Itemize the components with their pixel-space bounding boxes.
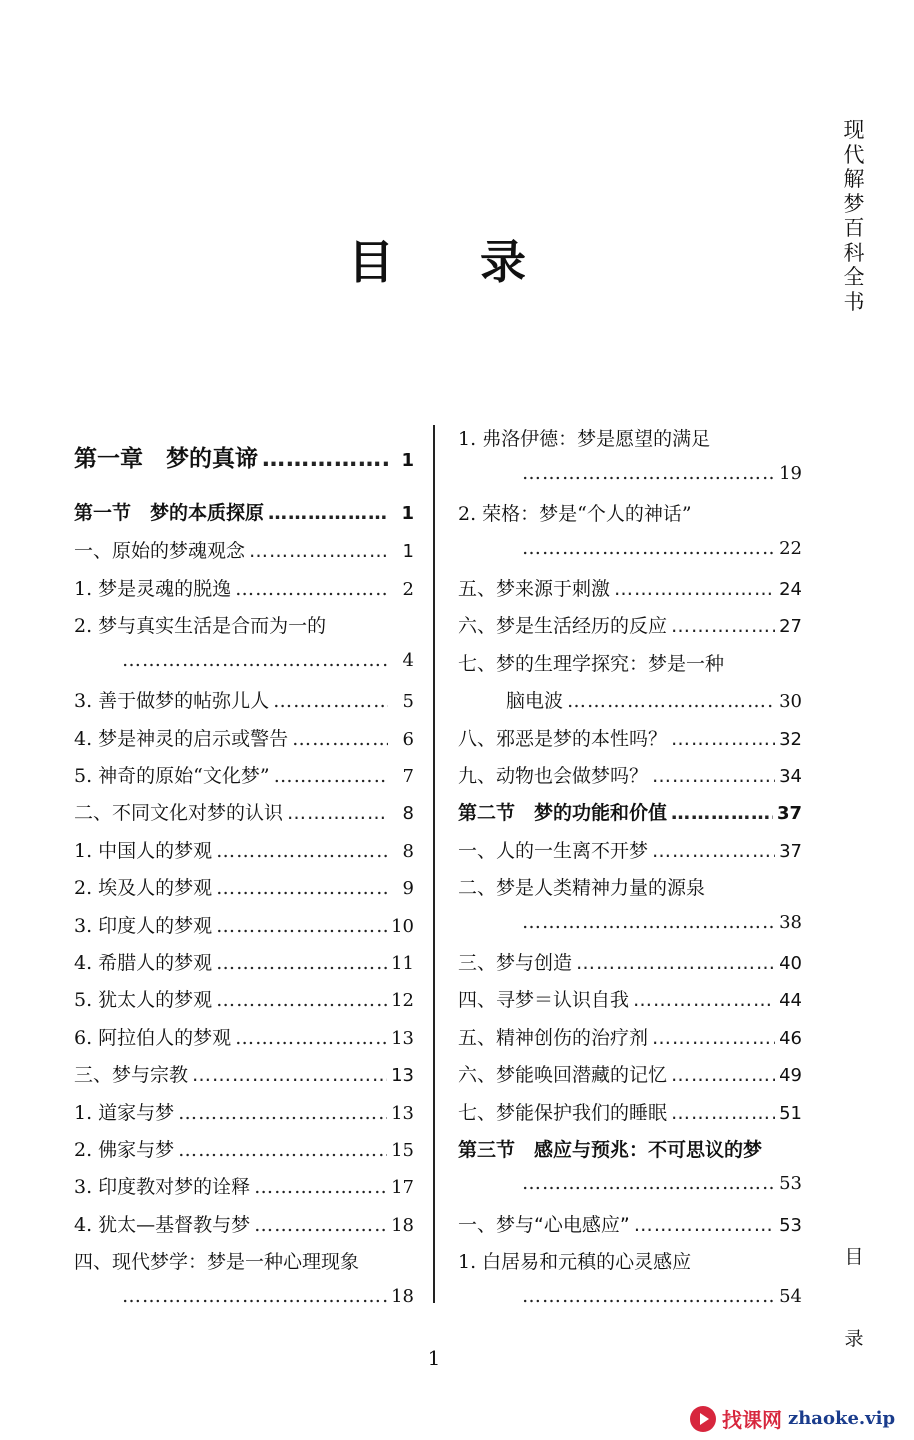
- toc-entry: [458, 985, 802, 1012]
- dot-leader: [652, 765, 775, 787]
- toc-entry-title: 5. 犹太人的梦观: [74, 989, 213, 1011]
- toc-entry-page: 6: [402, 729, 414, 750]
- toc-entry-title: 五、精神创伤的治疗剂: [458, 1027, 649, 1049]
- toc-entry-page: 37: [776, 803, 802, 824]
- column-divider: [433, 425, 435, 1303]
- toc-entry: [458, 499, 802, 526]
- toc-entry-title: 五、梦来源于刺激: [458, 578, 611, 600]
- toc-entry: [458, 798, 802, 825]
- dot-leader: [235, 578, 388, 600]
- toc-entry-page: 46: [779, 1028, 802, 1049]
- dot-leader: [522, 1285, 775, 1307]
- toc-entry-page: 51: [779, 1103, 802, 1124]
- toc-entry-title: 六、梦是生活经历的反应: [458, 615, 668, 637]
- toc-entry-title: 脑电波: [506, 690, 564, 712]
- toc-entry-page: 11: [391, 953, 414, 974]
- toc-entry: [458, 873, 802, 900]
- toc-entry: [458, 1247, 802, 1274]
- toc-entry-page: 1: [401, 503, 414, 524]
- toc-entry-page: 13: [391, 1065, 414, 1086]
- dot-leader: [671, 1064, 775, 1086]
- toc-entry-title: 3. 印度教对梦的诠释: [74, 1176, 251, 1198]
- toc-entry-page: 7: [402, 766, 414, 787]
- toc-entry: [458, 1135, 802, 1162]
- toc-entry-title: 七、梦的生理学探究：梦是一种: [458, 653, 725, 675]
- toc-entry-title: 4. 梦是神灵的启示或警告: [74, 728, 289, 750]
- toc-entry: [74, 798, 414, 825]
- toc-entry: [74, 574, 414, 601]
- page-title: 目录: [348, 235, 612, 289]
- watermark-url: zhaoke.vip: [788, 1408, 896, 1429]
- toc-entry-title: 3. 印度人的梦观: [74, 915, 213, 937]
- dot-leader: [216, 840, 388, 862]
- toc-entry-title: 二、梦是人类精神力量的源泉: [458, 877, 706, 899]
- toc-entry-title: 4. 犹太—基督教与梦: [74, 1214, 251, 1236]
- toc-entry: [74, 649, 414, 671]
- toc-entry-title: 2. 埃及人的梦观: [74, 877, 213, 899]
- dot-leader: [633, 989, 775, 1011]
- toc-entry: [74, 873, 414, 900]
- dot-leader: [268, 502, 388, 524]
- dot-leader: [652, 1027, 775, 1049]
- play-logo-icon: [690, 1406, 716, 1432]
- toc-entry: [74, 836, 414, 863]
- toc-entry-title: 第二节 梦的功能和价值: [458, 802, 668, 824]
- toc-entry-title: 第三节 感应与预兆：不可思议的梦: [458, 1139, 763, 1161]
- dot-leader: [287, 802, 388, 824]
- toc-entry: [74, 724, 414, 751]
- toc-entry-page: 8: [402, 803, 414, 824]
- toc-entry: [458, 948, 802, 975]
- toc-entry-title: 一、人的一生离不开梦: [458, 840, 649, 862]
- toc-entry: [74, 761, 414, 788]
- toc-entry-title: 3. 善于做梦的帖弥儿人: [74, 690, 270, 712]
- toc-entry-page: 15: [391, 1140, 414, 1161]
- toc-entry-title: 1. 梦是灵魂的脱逸: [74, 578, 232, 600]
- toc-entry-title: 六、梦能唤回潜藏的记忆: [458, 1064, 668, 1086]
- toc-entry: [74, 1172, 414, 1199]
- toc-entry: [458, 836, 802, 863]
- dot-leader: [216, 915, 387, 937]
- toc-entry-page: 27: [779, 616, 802, 637]
- toc-entry-title: 1. 弗洛伊德：梦是愿望的满足: [458, 428, 711, 450]
- toc-entry: [74, 536, 414, 563]
- dot-leader: [254, 1176, 387, 1198]
- dot-leader: [522, 537, 775, 559]
- dot-leader: [576, 952, 775, 974]
- dot-leader: [249, 540, 388, 562]
- toc-entry: [74, 611, 414, 638]
- toc-entry-title: 一、原始的梦魂观念: [74, 540, 246, 562]
- dot-leader: [262, 446, 388, 472]
- toc-entry-page: 1: [402, 541, 414, 562]
- watermark-brand: 找课网: [722, 1408, 782, 1432]
- toc-entry-title: 1. 道家与梦: [74, 1102, 175, 1124]
- toc-entry-page: 9: [402, 878, 414, 899]
- dot-leader: [122, 1285, 387, 1307]
- dot-leader: [634, 1214, 775, 1236]
- dot-leader: [273, 690, 388, 712]
- toc-entry-title: 2. 荣格：梦是“个人的神话”: [458, 503, 692, 525]
- toc-entry-title: 九、动物也会做梦吗？: [458, 765, 649, 787]
- watermark: [690, 1404, 895, 1433]
- toc-entry: [74, 1023, 414, 1050]
- dot-leader: [671, 615, 775, 637]
- toc-entry-page: 24: [779, 579, 802, 600]
- dot-leader: [671, 728, 775, 750]
- toc-entry-page: 37: [779, 841, 802, 862]
- toc-entry: [74, 498, 414, 525]
- page-number: 1: [427, 1346, 441, 1370]
- toc-entry-page: 19: [779, 463, 802, 484]
- dot-leader: [522, 1172, 775, 1194]
- toc-entry: [74, 440, 414, 473]
- dot-leader: [216, 952, 387, 974]
- toc-entry-title: 6. 阿拉伯人的梦观: [74, 1027, 232, 1049]
- toc-entry-page: 13: [391, 1028, 414, 1049]
- dot-leader: [192, 1064, 387, 1086]
- dot-leader: [274, 765, 388, 787]
- side-label-vertical: 目录: [844, 1246, 864, 1350]
- dot-leader: [235, 1027, 387, 1049]
- toc-entry-page: 53: [779, 1173, 802, 1194]
- dot-leader: [522, 911, 775, 933]
- toc-entry: [458, 537, 802, 559]
- toc-entry-title: 1. 白居易和元稹的心灵感应: [458, 1251, 692, 1273]
- toc-entry: [74, 1098, 414, 1125]
- toc-entry-title: 一、梦与“心电感应”: [458, 1214, 630, 1236]
- toc-entry: [458, 574, 802, 601]
- dot-leader: [671, 1102, 775, 1124]
- toc-entry-page: 32: [779, 729, 802, 750]
- toc-entry-page: 22: [779, 538, 802, 559]
- toc-entry: [458, 1098, 802, 1125]
- toc-entry: [74, 948, 414, 975]
- toc-entry-title: 第一章 梦的真谛: [74, 446, 258, 472]
- toc-entry: [458, 761, 802, 788]
- toc-entry: [458, 649, 802, 676]
- toc-entry: [458, 1060, 802, 1087]
- toc-entry-page: 10: [391, 916, 414, 937]
- toc-entry-page: 30: [779, 691, 802, 712]
- toc-entry-page: 38: [779, 912, 802, 933]
- toc-entry: [458, 424, 802, 451]
- toc-entry: [458, 1172, 802, 1194]
- toc-entry-page: 17: [391, 1177, 414, 1198]
- dot-leader: [614, 578, 775, 600]
- dot-leader: [178, 1102, 387, 1124]
- toc-entry-page: 53: [779, 1215, 802, 1236]
- dot-leader: [216, 989, 387, 1011]
- toc-entry-title: 七、梦能保护我们的睡眠: [458, 1102, 668, 1124]
- toc-entry-page: 2: [402, 579, 414, 600]
- toc-entry-page: 34: [779, 766, 802, 787]
- toc-entry-page: 18: [391, 1215, 414, 1236]
- toc-entry: [458, 724, 802, 751]
- toc-entry-title: 第一节 梦的本质探原: [74, 502, 265, 524]
- dot-leader: [522, 462, 775, 484]
- toc-entry: [74, 985, 414, 1012]
- toc-entry: [458, 462, 802, 484]
- toc-entry-title: 5. 神奇的原始“文化梦”: [74, 765, 270, 787]
- book-title-vertical: 现代解梦百科全书: [843, 118, 865, 314]
- dot-leader: [216, 877, 388, 899]
- toc-entry: [458, 686, 802, 713]
- toc-entry-title: 八、邪恶是梦的本性吗？: [458, 728, 668, 750]
- toc-entry-page: 1: [401, 450, 414, 471]
- toc-entry: [74, 686, 414, 713]
- toc-entry-page: 54: [779, 1286, 802, 1307]
- toc-entry: [74, 1060, 414, 1087]
- toc-entry: [458, 911, 802, 933]
- dot-leader: [178, 1139, 387, 1161]
- toc-entry-title: 三、梦与宗教: [74, 1064, 189, 1086]
- toc-entry-page: 8: [402, 841, 414, 862]
- dot-leader: [254, 1214, 387, 1236]
- dot-leader: [292, 728, 388, 750]
- toc-entry-page: 44: [779, 990, 802, 1011]
- toc-entry: [74, 1285, 414, 1307]
- toc-entry: [74, 1135, 414, 1162]
- toc-entry-title: 4. 希腊人的梦观: [74, 952, 213, 974]
- toc-entry: [458, 1285, 802, 1307]
- toc-entry: [74, 1210, 414, 1237]
- toc-entry-page: 49: [779, 1065, 802, 1086]
- toc-entry: [74, 911, 414, 938]
- toc-entry-title: 三、梦与创造: [458, 952, 573, 974]
- toc-entry-page: 12: [391, 990, 414, 1011]
- toc-entry-title: 二、不同文化对梦的认识: [74, 802, 284, 824]
- toc-entry-page: 13: [391, 1103, 414, 1124]
- toc-entry: [458, 611, 802, 638]
- dot-leader: [567, 690, 775, 712]
- toc-entry: [458, 1023, 802, 1050]
- toc-entry: [74, 1247, 414, 1274]
- toc-entry-page: 4: [402, 650, 414, 671]
- toc-entry-page: 5: [402, 691, 414, 712]
- toc-entry-title: 2. 梦与真实生活是合而为一的: [74, 615, 327, 637]
- dot-leader: [671, 802, 773, 824]
- toc-entry-title: 2. 佛家与梦: [74, 1139, 175, 1161]
- toc-entry-page: 18: [391, 1286, 414, 1307]
- toc-entry-title: 四、寻梦＝认识自我: [458, 989, 630, 1011]
- dot-leader: [652, 840, 775, 862]
- dot-leader: [122, 649, 388, 671]
- toc-entry-title: 四、现代梦学：梦是一种心理现象: [74, 1251, 360, 1273]
- toc-entry: [458, 1210, 802, 1237]
- toc-entry-title: 1. 中国人的梦观: [74, 840, 213, 862]
- toc-entry-page: 40: [779, 953, 802, 974]
